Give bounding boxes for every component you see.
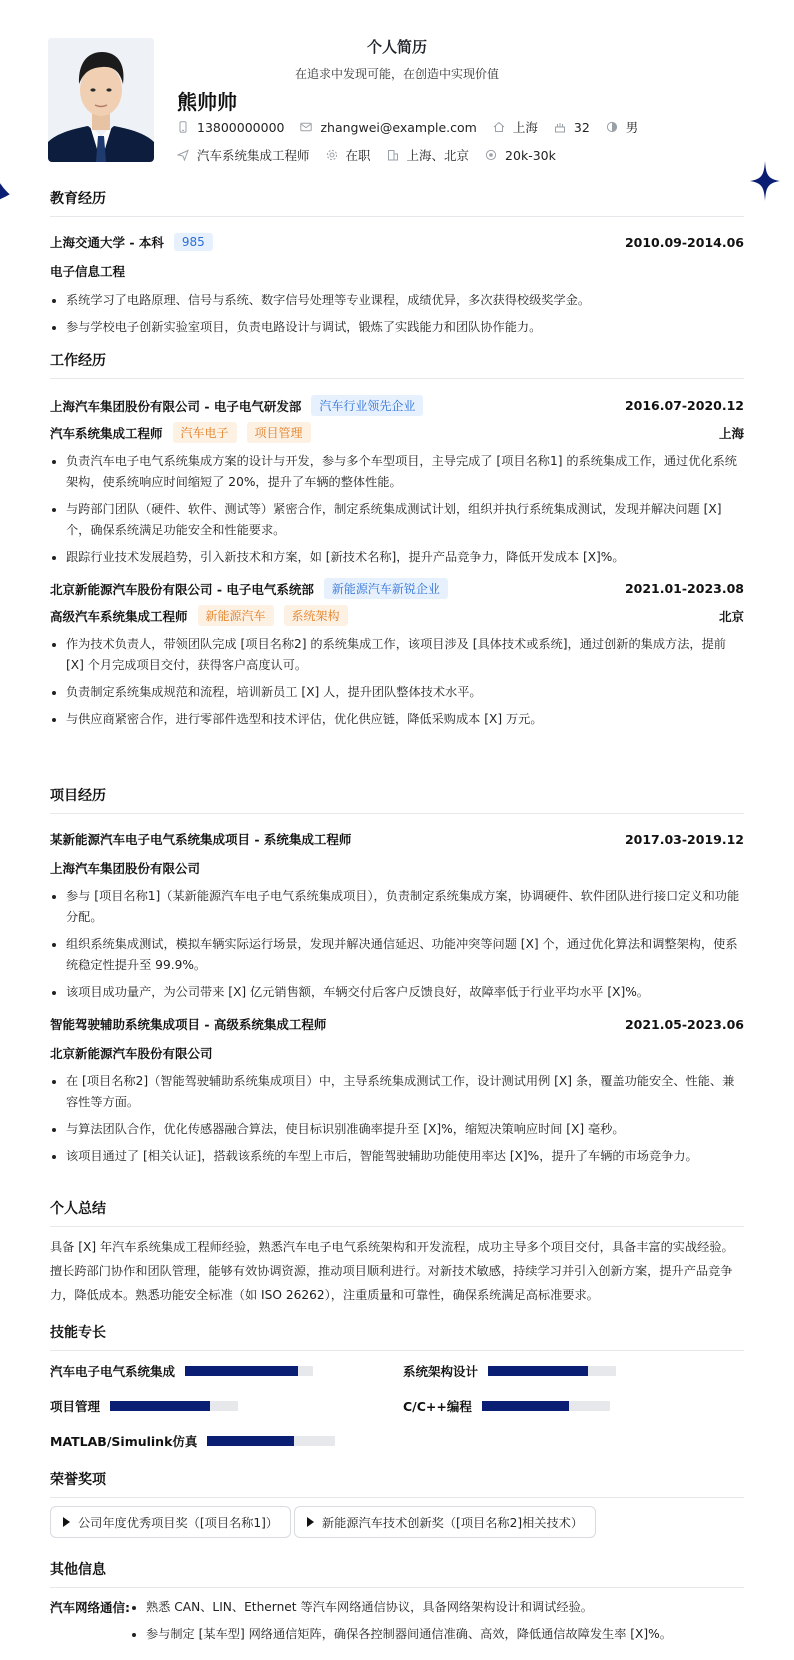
projects-section xyxy=(50,785,744,1173)
project-name: 智能驾驶辅助系统集成项目 - 高级系统集成工程师 xyxy=(50,1017,327,1032)
home-icon xyxy=(493,121,505,133)
school-line xyxy=(50,233,213,251)
skills-section xyxy=(50,1322,744,1351)
project-date: 2021.05-2023.06 xyxy=(624,1016,744,1032)
section-title: 教育经历 xyxy=(50,188,744,217)
list-item: 作为技术负责人，带领团队完成 [项目名称2] 的系统集成工作，该项目涉及 [具体技术或系统]，通过创新的集成方法，提前 [X] 个月完成项目交付，获得客户高度认可。 xyxy=(50,634,744,676)
job-city: 北京 xyxy=(718,608,744,624)
skill-item xyxy=(403,1362,616,1380)
list-item: 系统学习了电路原理、信号与系统、数字信号处理等专业课程，成绩优异，多次获得校级奖学金。 xyxy=(50,290,744,311)
document-title: 个人简历 xyxy=(366,38,427,56)
job-role: 汽车系统集成工程师 xyxy=(50,425,163,441)
other-info-row xyxy=(50,1597,744,1651)
school-tag: 985 xyxy=(174,233,213,251)
job-bullets xyxy=(50,451,744,568)
list-item: 在 [项目名称2]（智能驾驶辅助系统集成项目）中，主导系统集成测试工作，设计测试用例 [X] 条，覆盖功能安全、性能、兼容性等方面。 xyxy=(50,1071,744,1113)
school-name: 上海交通大学 - 本科 xyxy=(50,235,164,250)
project-name: 某新能源汽车电子电气系统集成项目 - 系统集成工程师 xyxy=(50,832,352,847)
mail-icon xyxy=(300,121,312,133)
job-role-wrap xyxy=(50,605,348,626)
job-role-line xyxy=(50,605,744,626)
contact-row xyxy=(177,118,654,136)
status-item xyxy=(326,146,371,164)
locations-item xyxy=(387,146,470,164)
skill-bar-fill xyxy=(110,1401,210,1411)
role-tag: 项目管理 xyxy=(247,422,311,443)
gender-text: 男 xyxy=(625,120,639,135)
section-title: 技能专长 xyxy=(50,1322,744,1351)
project-bullets xyxy=(50,886,744,1003)
company-tag: 汽车行业领先企业 xyxy=(311,395,423,416)
section-title: 荣誉奖项 xyxy=(50,1469,744,1498)
job-role: 高级汽车系统集成工程师 xyxy=(50,608,188,624)
skill-name: C/C++编程 xyxy=(403,1399,472,1414)
list-item: 与跨部门团队（硬件、软件、测试等）紧密合作，制定系统集成测试计划，组织并执行系统集成测试，发现并解决问题 [X] 个，确保系统满足功能安全和性能要求。 xyxy=(50,499,744,541)
list-item: 负责汽车电子电气系统集成方案的设计与开发，参与多个车型项目，主导完成了 [项目名称1] 的系统集成工作，通过优化系统架构，使系统响应时间缩短了 20%，提升了车辆的整体性能。 xyxy=(50,451,744,493)
city-item xyxy=(493,118,538,136)
phone-item xyxy=(177,120,284,135)
job-bullets xyxy=(50,634,744,730)
position-item xyxy=(177,146,310,164)
list-item: 负责制定系统集成规范和流程，培训新员工 [X] 人，提升团队整体技术水平。 xyxy=(50,682,744,703)
avatar xyxy=(48,38,154,162)
city-text: 上海 xyxy=(512,120,538,135)
summary-section xyxy=(50,1198,744,1307)
skill-name: MATLAB/Simulink仿真 xyxy=(50,1434,198,1449)
phone-icon xyxy=(177,121,189,133)
project-head xyxy=(50,830,744,848)
salary-text: 20k-30k xyxy=(505,147,556,163)
project-bullets xyxy=(50,1071,744,1167)
salary-item xyxy=(485,148,556,163)
send-icon xyxy=(177,149,189,161)
gear-icon xyxy=(326,149,338,161)
email-item xyxy=(300,120,476,135)
caret-right-icon xyxy=(63,1517,70,1527)
email-text: zhangwei@example.com xyxy=(320,119,477,135)
age-text: 32 xyxy=(573,119,590,135)
gender-icon xyxy=(606,121,618,133)
summary-text: 具备 [X] 年汽车系统集成工程师经验，熟悉汽车电子电气系统架构和开发流程，成功主导多个项目交付，具备丰富的实战经验。擅长跨部门协作和团队管理，能够有效协调资源，推动项目顺利进行。对新技术敏感，持续学习并引入创新方案，提升产品竞争力，降低成本。熟悉功能安全标准（如 ISO 26262），注重质量和可靠性，确保系统满足高标准要求。 xyxy=(50,1240,734,1302)
project-company: 上海汽车集团股份有限公司 xyxy=(50,861,201,876)
job-date: 2021.01-2023.08 xyxy=(624,581,744,596)
job-company: 上海汽车集团股份有限公司 - 电子电气研发部 xyxy=(50,398,302,414)
candidate-name: 熊帅帅 xyxy=(177,90,237,114)
skill-bar-fill xyxy=(207,1436,294,1446)
coin-icon xyxy=(485,149,497,161)
skill-name: 汽车电子电气系统集成 xyxy=(50,1364,176,1379)
project-head xyxy=(50,1015,744,1033)
job-role-line xyxy=(50,422,744,443)
job-city: 上海 xyxy=(718,425,744,441)
list-item: 参与 [项目名称1]（某新能源汽车电子电气系统集成项目），负责制定系统集成方案，协调硬件、软件团队进行接口定义和功能分配。 xyxy=(50,886,744,928)
award-chip xyxy=(50,1506,291,1538)
awards-section xyxy=(50,1469,744,1498)
award-chip xyxy=(294,1506,596,1538)
role-tag: 汽车电子 xyxy=(173,422,237,443)
other-label: 汽车网络通信: xyxy=(50,1600,130,1615)
skill-bar xyxy=(488,1366,616,1376)
job-company-line xyxy=(50,395,423,416)
skill-item xyxy=(403,1397,610,1415)
skill-name: 项目管理 xyxy=(50,1399,101,1414)
resume-header xyxy=(0,0,794,180)
other-bullets xyxy=(130,1597,730,1651)
section-title: 工作经历 xyxy=(50,350,744,379)
job-company-line xyxy=(50,578,448,599)
skill-bar xyxy=(185,1366,313,1376)
section-title: 其他信息 xyxy=(50,1559,744,1588)
phone-text: 13800000000 xyxy=(197,119,285,135)
list-item: 熟悉 CAN、LIN、Ethernet 等汽车网络通信协议，具备网络架构设计和调试经验。 xyxy=(130,1597,730,1618)
role-tag: 系统架构 xyxy=(284,605,348,626)
list-item: 参与制定 [某车型] 网络通信矩阵，确保各控制器间通信准确、高效，降低通信故障发生率 [X]%。 xyxy=(130,1624,730,1645)
job-intent-row xyxy=(177,146,572,164)
cake-icon xyxy=(554,121,566,133)
age-item xyxy=(554,120,590,135)
caret-right-icon xyxy=(307,1517,314,1527)
job-head xyxy=(50,578,744,599)
education-entry-head xyxy=(50,233,744,251)
project-company: 北京新能源汽车股份有限公司 xyxy=(50,1046,213,1061)
building-icon xyxy=(387,149,399,161)
job-date: 2016.07-2020.12 xyxy=(624,398,744,413)
locations-text: 上海、北京 xyxy=(406,148,470,163)
major: 电子信息工程 xyxy=(50,264,126,279)
education-bullets xyxy=(50,290,744,338)
portrait-photo xyxy=(48,38,154,162)
section-title: 个人总结 xyxy=(50,1198,744,1227)
skill-item xyxy=(50,1397,238,1415)
job-head xyxy=(50,395,744,416)
skill-bar-fill xyxy=(185,1366,298,1376)
other-section xyxy=(50,1559,744,1588)
list-item: 该项目通过了 [相关认证]，搭载该系统的车型上市后，智能驾驶辅助功能使用率达 [X]%，提升了车辆的市场竞争力。 xyxy=(50,1146,744,1167)
position-text: 汽车系统集成工程师 xyxy=(197,148,310,163)
skill-bar xyxy=(207,1436,335,1446)
education-date: 2010.09-2014.06 xyxy=(624,234,744,250)
award-text: 新能源汽车技术创新奖（[项目名称2]相关技术） xyxy=(322,1515,584,1530)
skill-bar xyxy=(482,1401,610,1411)
gender-item xyxy=(606,118,639,136)
company-tag: 新能源汽车新锐企业 xyxy=(324,578,448,599)
project-date: 2017.03-2019.12 xyxy=(624,831,744,847)
education-section xyxy=(50,188,744,344)
list-item: 该项目成功量产，为公司带来 [X] 亿元销售额，车辆交付后客户反馈良好，故障率低于行业平均水平 [X]%。 xyxy=(50,982,744,1003)
award-text: 公司年度优秀项目奖（[项目名称1]） xyxy=(78,1515,279,1530)
list-item: 与算法团队合作，优化传感器融合算法，使目标识别准确率提升至 [X]%，缩短决策响应时间 [X] 毫秒。 xyxy=(50,1119,744,1140)
list-item: 参与学校电子创新实验室项目，负责电路设计与调试，锻炼了实践能力和团队协作能力。 xyxy=(50,317,744,338)
section-title: 项目经历 xyxy=(50,785,744,814)
document-subtitle: 在追求中发现可能，在创造中实现价值 xyxy=(294,67,499,81)
status-text: 在职 xyxy=(345,148,371,163)
skill-item xyxy=(50,1362,313,1380)
job-role-wrap xyxy=(50,422,311,443)
list-item: 组织系统集成测试，模拟车辆实际运行场景，发现并解决通信延迟、功能冲突等问题 [X] 个，通过优化算法和调整架构，使系统稳定性提升至 99.9%。 xyxy=(50,934,744,976)
skill-bar-fill xyxy=(488,1366,588,1376)
list-item: 与供应商紧密合作，进行零部件选型和技术评估，优化供应链，降低采购成本 [X] 万元。 xyxy=(50,709,744,730)
skill-bar-fill xyxy=(482,1401,569,1411)
work-section xyxy=(50,350,744,736)
skill-name: 系统架构设计 xyxy=(403,1364,479,1379)
skill-bar xyxy=(110,1401,238,1411)
skill-item xyxy=(50,1432,335,1450)
list-item: 跟踪行业技术发展趋势，引入新技术和方案，如 [新技术名称]，提升产品竞争力，降低开发成本 [X]%。 xyxy=(50,547,744,568)
job-company: 北京新能源汽车股份有限公司 - 电子电气系统部 xyxy=(50,581,314,597)
role-tag: 新能源汽车 xyxy=(198,605,274,626)
